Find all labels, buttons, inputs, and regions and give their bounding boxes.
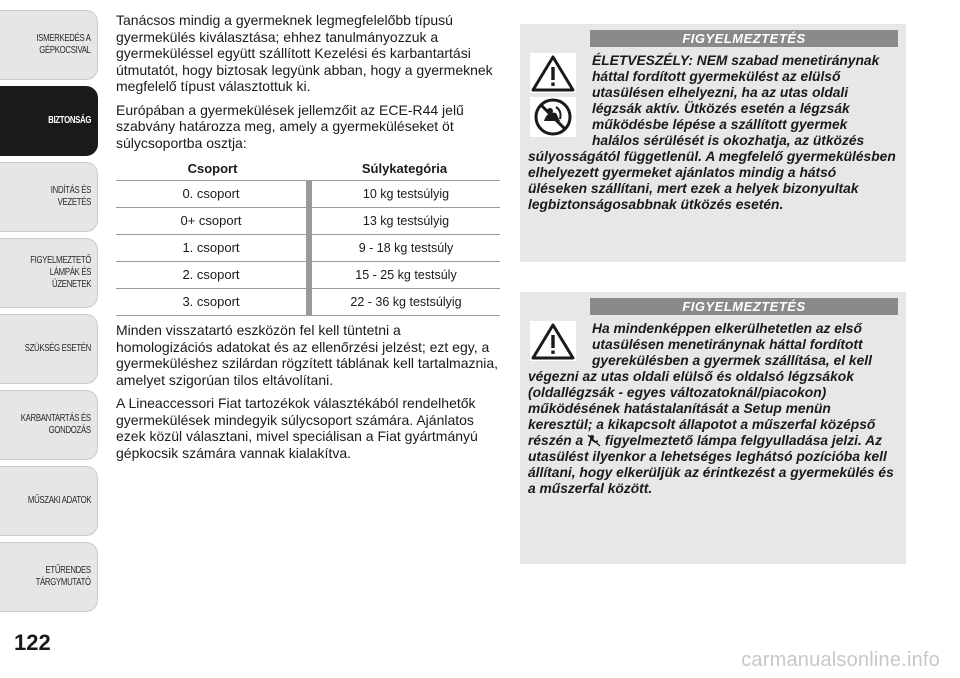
tab-targymutato[interactable]	[0, 542, 98, 612]
warning-box-rear-facing-seat	[520, 24, 906, 262]
cell-group: 1. csoport	[116, 235, 309, 262]
tab-label: ISMERKEDÉS A GÉPKOCSIVAL	[36, 33, 91, 56]
cell-group: 2. csoport	[116, 262, 309, 289]
warning-triangle-icon	[530, 53, 576, 93]
header-weight: Súlykategória	[361, 160, 448, 176]
cell-weight: 9 - 18 kg testsúly	[309, 235, 500, 262]
warning-heading: FIGYELMEZTETÉS	[590, 298, 898, 315]
tab-szukseg[interactable]	[0, 314, 98, 384]
passenger-airbag-off-icon	[587, 434, 601, 447]
table-row	[116, 235, 500, 262]
cell-weight: 15 - 25 kg testsúly	[309, 262, 500, 289]
cell-weight: 10 kg testsúlyig	[309, 181, 500, 208]
tab-figyelmezteto[interactable]	[0, 238, 98, 308]
cell-weight: 13 kg testsúlyig	[309, 208, 500, 235]
watermark: carmanualsonline.info	[741, 649, 940, 671]
tab-label: MŰSZAKI ADATOK	[27, 495, 91, 506]
paragraph-lineaccessori: A Lineaccessori Fiat tartozékok választékából rendelhetők gyermekülések mindegyik súlycsoport számára. Ajánlatos ezek közül választani, mivel speciálisan a Fiat gyártmányú gépkocsik számára vannak kialakítva.	[116, 395, 478, 461]
main-text-column	[116, 12, 500, 468]
paragraph-intro: Tanácsos mindig a gyermeknek legmegfelelőbb típusú gyermekülés kiválasztása; ehhez tanulmányozzuk a gyermeküléssel együtt szállított Kezelési és karbantartási útmutatót, hogy biztosak legyünk abban, hogy a gyermeknek megfelelő típust választottuk ki.	[116, 12, 493, 94]
table-row	[116, 289, 500, 316]
warning-icons	[528, 53, 584, 137]
warning-icons	[528, 321, 584, 361]
tab-karbantartas[interactable]	[0, 390, 98, 460]
tab-label: KARBANTARTÁS ÉS GONDOZÁS	[20, 413, 91, 436]
tab-label: FIGYELMEZTETŐ LÁMPÁK ÉS ÜZENETEK	[30, 255, 91, 290]
tab-label: INDÍTÁS ÉS VEZETÉS	[50, 185, 91, 208]
header-group: Csoport	[187, 160, 238, 176]
airbag-child-seat-icon	[530, 97, 576, 137]
tab-label: ETŰRENDES TÁRGYMUTATÓ	[35, 565, 91, 588]
tab-label: SZÜKSÉG ESETÉN	[24, 343, 91, 354]
warning-text: ÉLETVESZÉLY: NEM szabad menetiránynak háttal fordított gyermekülést az elülső utasülésen elhelyezni, ha az utas oldali légzsák aktív. Ütközés esetén a légzsák működésbe lépése a szállított gyermek halálos sérülését is okozhatja, az ütközés súlyosságától függetlenül. A megfelelő gyermekülésben elhelyezett gyermeket ajánlatos mindig a hátsó üléseken szállítani, mert ezek a helyek bizonyultak legbiztonságosabbnak ütközés esetén.	[528, 53, 896, 212]
warning-heading: FIGYELMEZTETÉS	[590, 30, 898, 47]
cell-group: 3. csoport	[116, 289, 309, 316]
warning-text-before: Ha mindenképpen elkerülhetetlen az első utasülésen menetiránynak háttal fordított gyerekülésben a gyermek szállítása, el kell végezni az utas oldali elülső és oldalsó légzsákok (oldallégzsák - egyes változatoknál/piacokon) működésének hatástalanítását a Setup menün keresztül; a kikapcsolt állapotot a műszerfal középső részén a	[528, 321, 876, 448]
paragraph-ece: Európában a gyermekülések jellemzőit az ECE-R44 jelű szabvány határozza meg, amely a gyermeküléseket öt súlycsoportba osztja:	[116, 101, 464, 151]
warning-text-after: figyelmeztető lámpa felgyulladása jelzi. Az utasülést ilyenkor a lehetséges leghátsó pozícióba kell állítani, hogy elkerüljük az érintkezést a gyermekülés és a műszerfal között.	[528, 433, 894, 496]
tab-label: BIZTONSÁG	[48, 115, 91, 126]
table-row	[116, 208, 500, 235]
chapter-sidebar	[0, 0, 100, 628]
tab-biztonsag[interactable]	[0, 86, 98, 156]
weight-group-table	[116, 158, 500, 316]
cell-group: 0. csoport	[116, 181, 309, 208]
tab-muszaki[interactable]	[0, 466, 98, 536]
table-row	[116, 262, 500, 289]
tab-ismerkedes[interactable]	[0, 10, 98, 80]
warning-triangle-icon	[530, 321, 576, 361]
tab-inditas[interactable]	[0, 162, 98, 232]
warning-box-airbag-deactivation	[520, 292, 906, 564]
cell-weight: 22 - 36 kg testsúlyig	[309, 289, 500, 316]
table-header-row	[116, 158, 500, 181]
table-row	[116, 181, 500, 208]
cell-group: 0+ csoport	[116, 208, 309, 235]
page-number: 122	[14, 630, 51, 655]
paragraph-homologation: Minden visszatartó eszközön fel kell tüntetni a homologizációs adatokat és az ellenőrzési jelzést; ezt egy, a gyermeküléshez szilárdan rögzített táblának kell tartalmaznia, amelyet szigorúan tilos eltávolítani.	[116, 322, 499, 388]
